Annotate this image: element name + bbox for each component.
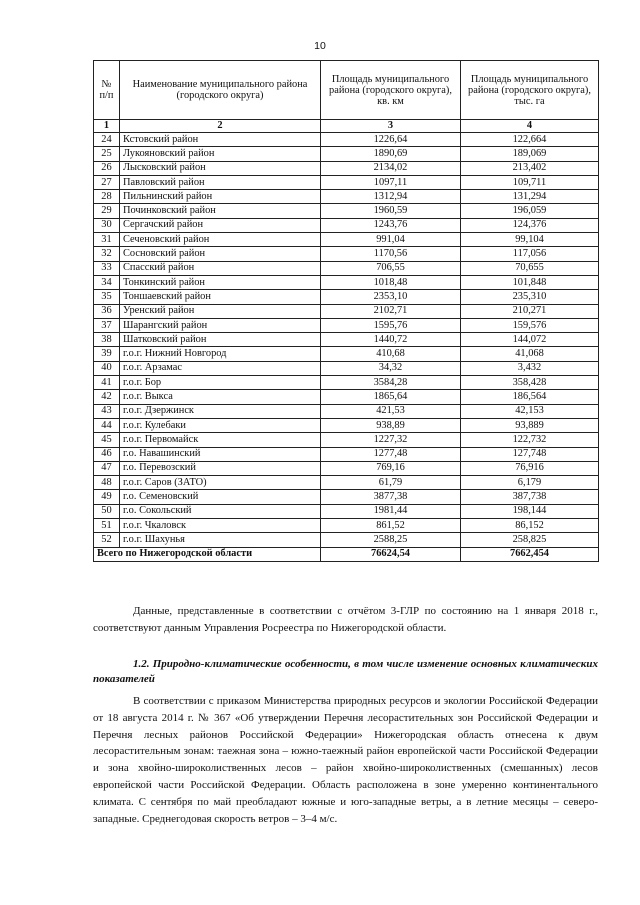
row-name: Сергачский район — [120, 218, 321, 232]
row-name: Кстовский район — [120, 133, 321, 147]
row-area-km: 1312,94 — [321, 190, 461, 204]
row-name: Сосновский район — [120, 247, 321, 261]
row-number: 50 — [94, 504, 120, 518]
row-area-ha: 189,069 — [461, 147, 599, 161]
row-name: г.о. Навашинский — [120, 447, 321, 461]
row-area-km: 421,53 — [321, 404, 461, 418]
row-number: 30 — [94, 218, 120, 232]
row-area-ha: 86,152 — [461, 519, 599, 533]
row-area-ha: 159,576 — [461, 318, 599, 332]
row-name: г.о.г. Бор — [120, 376, 321, 390]
row-number: 42 — [94, 390, 120, 404]
row-name: Пильнинский район — [120, 190, 321, 204]
row-area-ha: 213,402 — [461, 161, 599, 175]
row-number: 44 — [94, 418, 120, 432]
row-area-km: 861,52 — [321, 519, 461, 533]
table-row — [94, 161, 599, 175]
column-number: 2 — [120, 120, 321, 133]
row-number: 48 — [94, 476, 120, 490]
row-name: г.о. Перевозский — [120, 461, 321, 475]
row-area-ha: 3,432 — [461, 361, 599, 375]
row-area-ha: 42,153 — [461, 404, 599, 418]
column-number-row — [94, 120, 599, 133]
row-area-km: 1981,44 — [321, 504, 461, 518]
row-area-km: 1170,56 — [321, 247, 461, 261]
row-area-km: 1226,64 — [321, 133, 461, 147]
row-number: 43 — [94, 404, 120, 418]
row-number: 29 — [94, 204, 120, 218]
row-area-ha: 131,294 — [461, 190, 599, 204]
row-area-ha: 196,059 — [461, 204, 599, 218]
table-row — [94, 290, 599, 304]
row-area-km: 2588,25 — [321, 533, 461, 547]
row-area-ha: 235,310 — [461, 290, 599, 304]
table-row — [94, 533, 599, 547]
area-table — [93, 60, 599, 562]
row-area-km: 1890,69 — [321, 147, 461, 161]
row-number: 41 — [94, 376, 120, 390]
table-row — [94, 504, 599, 518]
row-area-km: 1960,59 — [321, 204, 461, 218]
total-label: Всего по Нижегородской области — [94, 547, 321, 561]
row-number: 47 — [94, 461, 120, 475]
table-row — [94, 304, 599, 318]
row-name: г.о.г. Саров (ЗАТО) — [120, 476, 321, 490]
row-name: г.о.г. Первомайск — [120, 433, 321, 447]
table-row — [94, 247, 599, 261]
row-area-ha: 122,664 — [461, 133, 599, 147]
row-number: 39 — [94, 347, 120, 361]
row-area-km: 991,04 — [321, 233, 461, 247]
row-name: г.о. Семеновский — [120, 490, 321, 504]
row-name: г.о.г. Чкаловск — [120, 519, 321, 533]
row-area-km: 1865,64 — [321, 390, 461, 404]
table-row — [94, 476, 599, 490]
data-source-note: Данные, представленные в соответствии с отчётом 3-ГЛР по состоянию на 1 января 2018 г., соответствуют данным Управления Росреестра по Нижегородской области. — [93, 605, 598, 634]
row-area-km: 3877,38 — [321, 490, 461, 504]
row-area-km: 1595,76 — [321, 318, 461, 332]
row-name: Павловский район — [120, 175, 321, 189]
row-area-ha: 101,848 — [461, 275, 599, 289]
row-area-ha: 358,428 — [461, 376, 599, 390]
row-area-km: 2134,02 — [321, 161, 461, 175]
row-area-km: 2353,10 — [321, 290, 461, 304]
table-row — [94, 261, 599, 275]
page-number: 10 — [314, 40, 326, 52]
row-area-ha: 210,271 — [461, 304, 599, 318]
row-area-ha: 144,072 — [461, 333, 599, 347]
row-area-km: 34,32 — [321, 361, 461, 375]
row-number: 46 — [94, 447, 120, 461]
row-area-ha: 122,732 — [461, 433, 599, 447]
table-row — [94, 519, 599, 533]
section-body: В соответствии с приказом Министерства природных ресурсов и экологии Российской Федерации от 18 августа 2014 г. № 367 «Об утверждении Перечня лесорастительных зон Российской Федерации и Перечня лесных районов Российской Федерации» Нижегородская область отнесена к двум лесорастительным зонам: таежная зона – южно-таежный район европейской части Российской Федерации и зона хвойно-широколиственных лесов – район хвойно-широколиственных (смешанных) лесов европейской части Российской Федерации. Область расположена в зоне умеренно континентального климата. С сентября по май преобладают южные и юго-западные ветры, а в летние месяцы – северо-западные. Среднегодовая скорость ветров – 3–4 м/с. — [93, 695, 598, 825]
table-row — [94, 204, 599, 218]
table-row — [94, 490, 599, 504]
row-number: 51 — [94, 519, 120, 533]
row-area-km: 61,79 — [321, 476, 461, 490]
row-name: Шатковский район — [120, 333, 321, 347]
row-name: Починковский район — [120, 204, 321, 218]
total-row — [94, 547, 599, 561]
total-area-ha: 7662,454 — [461, 547, 599, 561]
row-number: 31 — [94, 233, 120, 247]
row-name: Тонкинский район — [120, 275, 321, 289]
row-area-ha: 186,564 — [461, 390, 599, 404]
row-name: Лысковский район — [120, 161, 321, 175]
row-number: 36 — [94, 304, 120, 318]
row-number: 32 — [94, 247, 120, 261]
table-row — [94, 447, 599, 461]
row-name: г.о.г. Арзамас — [120, 361, 321, 375]
row-number: 45 — [94, 433, 120, 447]
row-number: 52 — [94, 533, 120, 547]
row-area-ha: 41,068 — [461, 347, 599, 361]
row-area-km: 2102,71 — [321, 304, 461, 318]
table-row — [94, 376, 599, 390]
row-name: Шарангский район — [120, 318, 321, 332]
row-number: 26 — [94, 161, 120, 175]
row-area-km: 1097,11 — [321, 175, 461, 189]
row-number: 35 — [94, 290, 120, 304]
row-number: 25 — [94, 147, 120, 161]
section-heading: 1.2. Природно-климатические особенности, в том числе изменение основных климатических показателей — [93, 658, 598, 685]
row-area-km: 1243,76 — [321, 218, 461, 232]
row-name: г.о.г. Нижний Новгород — [120, 347, 321, 361]
table-header-row — [94, 61, 599, 120]
row-number: 40 — [94, 361, 120, 375]
row-area-km: 3584,28 — [321, 376, 461, 390]
header-area-ha: Площадь муниципального района (городского округа), тыс. га — [461, 61, 599, 120]
row-name: г.о.г. Дзержинск — [120, 404, 321, 418]
column-number: 1 — [94, 120, 120, 133]
table-row — [94, 333, 599, 347]
row-number: 34 — [94, 275, 120, 289]
row-name: г.о.г. Кулебаки — [120, 418, 321, 432]
row-area-ha: 124,376 — [461, 218, 599, 232]
table-row — [94, 275, 599, 289]
row-area-ha: 198,144 — [461, 504, 599, 518]
table-body — [94, 133, 599, 548]
table-row — [94, 390, 599, 404]
row-area-km: 769,16 — [321, 461, 461, 475]
table-row — [94, 318, 599, 332]
row-name: г.о.г. Шахунья — [120, 533, 321, 547]
row-area-ha: 99,104 — [461, 233, 599, 247]
row-area-ha: 127,748 — [461, 447, 599, 461]
row-name: Тоншаевский район — [120, 290, 321, 304]
row-name: г.о. Сокольский — [120, 504, 321, 518]
row-area-km: 1227,32 — [321, 433, 461, 447]
row-number: 49 — [94, 490, 120, 504]
row-area-ha: 93,889 — [461, 418, 599, 432]
table-row — [94, 218, 599, 232]
row-area-km: 1277,48 — [321, 447, 461, 461]
table-row — [94, 233, 599, 247]
row-name: Уренский район — [120, 304, 321, 318]
header-area-km: Площадь муниципального района (городского округа), кв. км — [321, 61, 461, 120]
row-name: Лукояновский район — [120, 147, 321, 161]
table-row — [94, 133, 599, 147]
row-number: 24 — [94, 133, 120, 147]
total-area-km: 76624,54 — [321, 547, 461, 561]
row-area-km: 938,89 — [321, 418, 461, 432]
row-area-km: 1018,48 — [321, 275, 461, 289]
table-row — [94, 190, 599, 204]
column-number: 4 — [461, 120, 599, 133]
row-name: г.о.г. Выкса — [120, 390, 321, 404]
row-area-km: 706,55 — [321, 261, 461, 275]
row-area-ha: 117,056 — [461, 247, 599, 261]
row-area-ha: 258,825 — [461, 533, 599, 547]
row-number: 27 — [94, 175, 120, 189]
table-row — [94, 433, 599, 447]
table-row — [94, 418, 599, 432]
row-area-km: 410,68 — [321, 347, 461, 361]
row-area-ha: 109,711 — [461, 175, 599, 189]
column-number: 3 — [321, 120, 461, 133]
table-row — [94, 404, 599, 418]
table-row — [94, 147, 599, 161]
row-area-ha: 6,179 — [461, 476, 599, 490]
header-name: Наименование муниципального района (городского округа) — [120, 61, 321, 120]
row-area-ha: 387,738 — [461, 490, 599, 504]
row-number: 33 — [94, 261, 120, 275]
row-number: 28 — [94, 190, 120, 204]
row-area-ha: 76,916 — [461, 461, 599, 475]
table-row — [94, 361, 599, 375]
table-row — [94, 461, 599, 475]
row-name: Спасский район — [120, 261, 321, 275]
row-area-km: 1440,72 — [321, 333, 461, 347]
row-number: 38 — [94, 333, 120, 347]
table-row — [94, 175, 599, 189]
table-row — [94, 347, 599, 361]
row-area-ha: 70,655 — [461, 261, 599, 275]
row-name: Сеченовский район — [120, 233, 321, 247]
header-no: № п/п — [94, 61, 120, 120]
row-number: 37 — [94, 318, 120, 332]
